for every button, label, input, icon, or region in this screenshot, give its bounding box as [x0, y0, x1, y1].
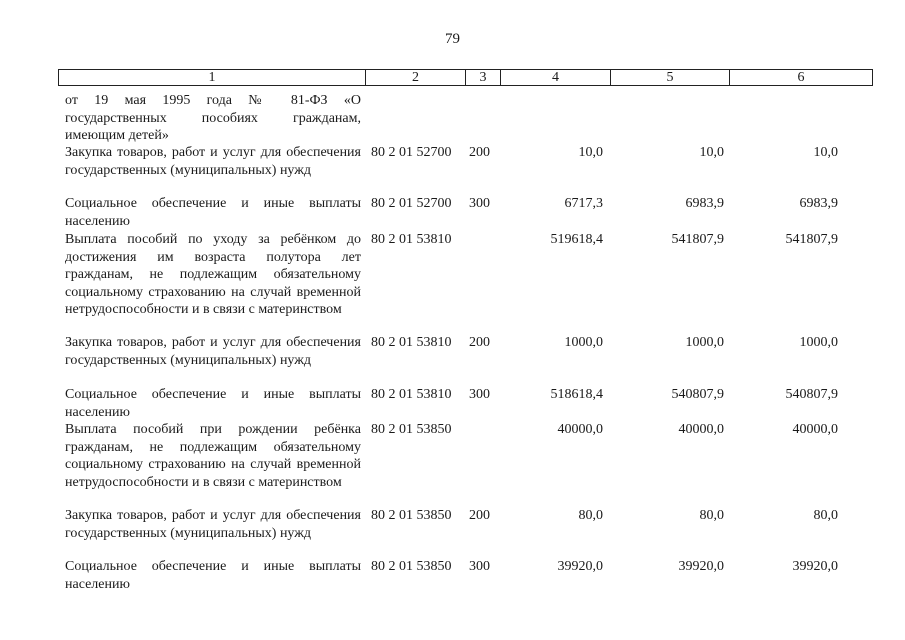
row-code: 80 2 01 53850 — [371, 422, 452, 437]
row-value-5: 39920,0 — [678, 559, 724, 574]
row-expense-type: 200 — [469, 335, 490, 350]
header-col-1: 1 — [59, 70, 366, 85]
row-value-6: 10,0 — [813, 145, 838, 160]
row-code: 80 2 01 53810 — [371, 232, 452, 247]
row-expense-type: 300 — [469, 196, 490, 211]
row-code: 80 2 01 53810 — [371, 387, 452, 402]
row-code: 80 2 01 53810 — [371, 335, 452, 350]
row-value-6: 541807,9 — [785, 232, 838, 247]
row-value-5: 541807,9 — [671, 232, 724, 247]
header-col-6: 6 — [797, 70, 805, 85]
row-value-6: 80,0 — [813, 508, 838, 523]
row-value-5: 10,0 — [699, 145, 724, 160]
row-name: Закупка товаров, работ и услуг для обеспечения государственных (муниципальных) нужд — [65, 145, 361, 178]
row-value-6: 540807,9 — [785, 387, 838, 402]
row-value-4: 80,0 — [578, 508, 603, 523]
row-name: Социальное обеспечение и иные выплаты населению — [65, 196, 361, 229]
row-value-4: 40000,0 — [557, 422, 603, 437]
row-value-4: 518618,4 — [550, 387, 603, 402]
row-expense-type: 200 — [469, 508, 490, 523]
header-col-5: 5 — [611, 70, 730, 85]
row-value-5: 540807,9 — [671, 387, 724, 402]
row-name: от 19 мая 1995 года № 81-ФЗ «О государственных пособиях гражданам, имеющим детей» — [65, 93, 361, 143]
row-value-6: 40000,0 — [792, 422, 838, 437]
row-value-4: 6717,3 — [564, 196, 603, 211]
row-expense-type: 300 — [469, 559, 490, 574]
row-expense-type: 200 — [469, 145, 490, 160]
row-code: 80 2 01 53850 — [371, 559, 452, 574]
row-value-6: 39920,0 — [792, 559, 838, 574]
row-code: 80 2 01 52700 — [371, 145, 452, 160]
header-col-2: 2 — [366, 70, 466, 85]
row-code: 80 2 01 53850 — [371, 508, 452, 523]
row-value-6: 1000,0 — [799, 335, 838, 350]
header-col-3: 3 — [466, 70, 501, 85]
row-value-6: 6983,9 — [799, 196, 838, 211]
header-col-4: 4 — [501, 70, 611, 85]
row-name: Выплата пособий по уходу за ребёнком до достижения им возраста полутора лет гражданам, не подлежащим обязательному социальному страхованию на случай временной нетрудоспособности и в связи с материнством — [65, 232, 361, 317]
table-header — [58, 69, 873, 86]
row-expense-type: 300 — [469, 387, 490, 402]
row-name: Социальное обеспечение и иные выплаты населению — [65, 387, 361, 420]
page-number: 79 — [445, 31, 460, 47]
row-code: 80 2 01 52700 — [371, 196, 452, 211]
row-value-5: 40000,0 — [678, 422, 724, 437]
row-value-4: 1000,0 — [564, 335, 603, 350]
row-value-4: 10,0 — [578, 145, 603, 160]
row-value-5: 6983,9 — [685, 196, 724, 211]
row-name: Выплата пособий при рождении ребёнка гражданам, не подлежащим обязательному социальному страхованию на случай временной нетрудоспособности и в связи с материнством — [65, 422, 361, 490]
row-name: Закупка товаров, работ и услуг для обеспечения государственных (муниципальных) нужд — [65, 508, 361, 541]
row-name: Закупка товаров, работ и услуг для обеспечения государственных (муниципальных) нужд — [65, 335, 361, 368]
row-value-5: 1000,0 — [685, 335, 724, 350]
row-value-4: 519618,4 — [550, 232, 603, 247]
row-value-5: 80,0 — [699, 508, 724, 523]
row-value-4: 39920,0 — [557, 559, 603, 574]
row-name: Социальное обеспечение и иные выплаты населению — [65, 559, 361, 592]
